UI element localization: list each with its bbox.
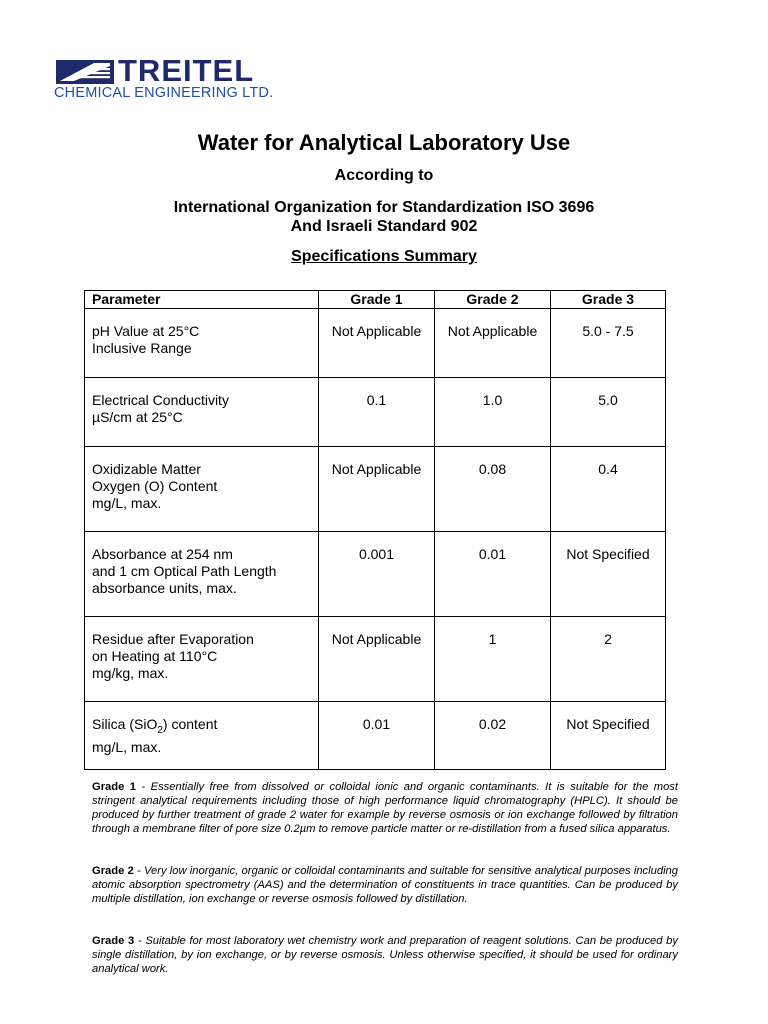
parameter-line: mg/kg, max.	[92, 665, 169, 681]
grade-2-value: 0.08	[435, 447, 551, 532]
parameter-cell	[85, 617, 319, 702]
parameter-cell	[85, 378, 319, 447]
parameter-cell	[85, 309, 319, 378]
grade-3-value: Not Specified	[551, 532, 666, 617]
parameter-line: Oxidizable Matter	[92, 461, 201, 477]
grade-1-value: 0.01	[319, 702, 435, 770]
parameter-line: Residue after Evaporation	[92, 631, 254, 647]
note-text: Essentially free from dissolved or colloidal ionic and organic contaminants. It is suitable for the most stringent analytical requirements including those of high performance liquid chromatography (HPLC). It should be produced by further treatment of grade 2 water for example by reverse osmosis or ion exchange followed by filtration through a membrane filter of pore size 0.2µm to remove particle matter or re-distillation from a fused silica apparatus.	[92, 781, 678, 835]
grade-3-note	[92, 934, 678, 976]
parameter-line: Absorbance at 254 nm	[92, 546, 233, 562]
according-to: According to	[334, 167, 434, 184]
grade-2-value: 0.01	[435, 532, 551, 617]
grade-3-value: 5.0 - 7.5	[551, 309, 666, 378]
note-separator: -	[134, 935, 146, 947]
subscript: 2	[157, 724, 163, 736]
grade-2-value: 1.0	[435, 378, 551, 447]
grade-2-note	[92, 864, 678, 906]
parameter-line: and 1 cm Optical Path Length	[92, 563, 277, 579]
note-separator: -	[133, 865, 144, 877]
grade-1-value: Not Applicable	[319, 309, 435, 378]
document-title: Water for Analytical Laboratory Use	[197, 130, 571, 155]
table-row	[85, 532, 666, 617]
grade-3-value: 0.4	[551, 447, 666, 532]
parameter-line: µS/cm at 25°C	[92, 409, 183, 425]
company-name: TREITEL	[118, 53, 255, 88]
parameter-line	[92, 716, 312, 739]
parameter-text: Silica (SiO	[92, 716, 158, 732]
note-text: Very low inorganic, organic or colloidal contaminants and suitable for sensitive analytical purposes including atomic absorption spectrometry (AAS) and the determination of constituents in trace quantities. Can be produced by multiple distillation, ion exchange or reverse osmosis followed by distillation.	[92, 865, 678, 905]
grade-3-value: Not Specified	[551, 702, 666, 770]
note-label: Grade 1	[92, 781, 136, 793]
grade-1-value: 0.1	[319, 378, 435, 447]
treitel-logo-icon	[54, 58, 116, 86]
parameter-cell	[85, 447, 319, 532]
parameter-text: ) content	[162, 716, 218, 732]
standard-line-1: International Organization for Standardization ISO 3696	[173, 199, 595, 216]
parameter-line: Electrical Conductivity	[92, 392, 229, 408]
note-text: Suitable for most laboratory wet chemistry work and preparation of reagent solutions. Can be produced by single distillation, by ion exchange, or by reverse osmosis. Unless otherwise specified, it should be used for ordinary analytical work.	[92, 935, 678, 975]
grade-3-value: 5.0	[551, 378, 666, 447]
company-logo	[54, 54, 294, 102]
header-grade-1: Grade 1	[319, 291, 435, 309]
standard-line-2: And Israeli Standard 902	[290, 218, 478, 235]
header-parameter: Parameter	[85, 291, 319, 309]
grade-2-value: 1	[435, 617, 551, 702]
parameter-line: mg/L, max.	[92, 495, 162, 511]
table-row	[85, 617, 666, 702]
table-row	[85, 702, 666, 770]
parameter-line: on Heating at 110°C	[92, 648, 218, 664]
table-header-row	[85, 291, 666, 309]
grade-1-value: Not Applicable	[319, 447, 435, 532]
grade-1-note	[92, 780, 678, 836]
parameter-cell	[85, 702, 319, 770]
company-subtitle: CHEMICAL ENGINEERING LTD.	[54, 85, 274, 101]
grade-3-value: 2	[551, 617, 666, 702]
table-row	[85, 309, 666, 378]
parameter-line: absorbance units, max.	[92, 580, 237, 596]
grade-2-value: Not Applicable	[435, 309, 551, 378]
grade-2-value: 0.02	[435, 702, 551, 770]
parameter-line: Oxygen (O) Content	[92, 478, 218, 494]
note-label: Grade 3	[92, 935, 135, 947]
table-row	[85, 447, 666, 532]
table-row	[85, 378, 666, 447]
parameter-line: Inclusive Range	[92, 340, 192, 356]
parameter-cell	[85, 532, 319, 617]
grade-1-value: 0.001	[319, 532, 435, 617]
note-label: Grade 2	[92, 865, 134, 877]
parameter-line: pH Value at 25°C	[92, 323, 200, 339]
specifications-table	[84, 290, 666, 770]
note-separator: -	[136, 781, 151, 793]
header-grade-2: Grade 2	[435, 291, 551, 309]
parameter-line: mg/L, max.	[92, 738, 162, 755]
grade-1-value: Not Applicable	[319, 617, 435, 702]
header-grade-3: Grade 3	[551, 291, 666, 309]
section-heading: Specifications Summary	[291, 248, 477, 265]
